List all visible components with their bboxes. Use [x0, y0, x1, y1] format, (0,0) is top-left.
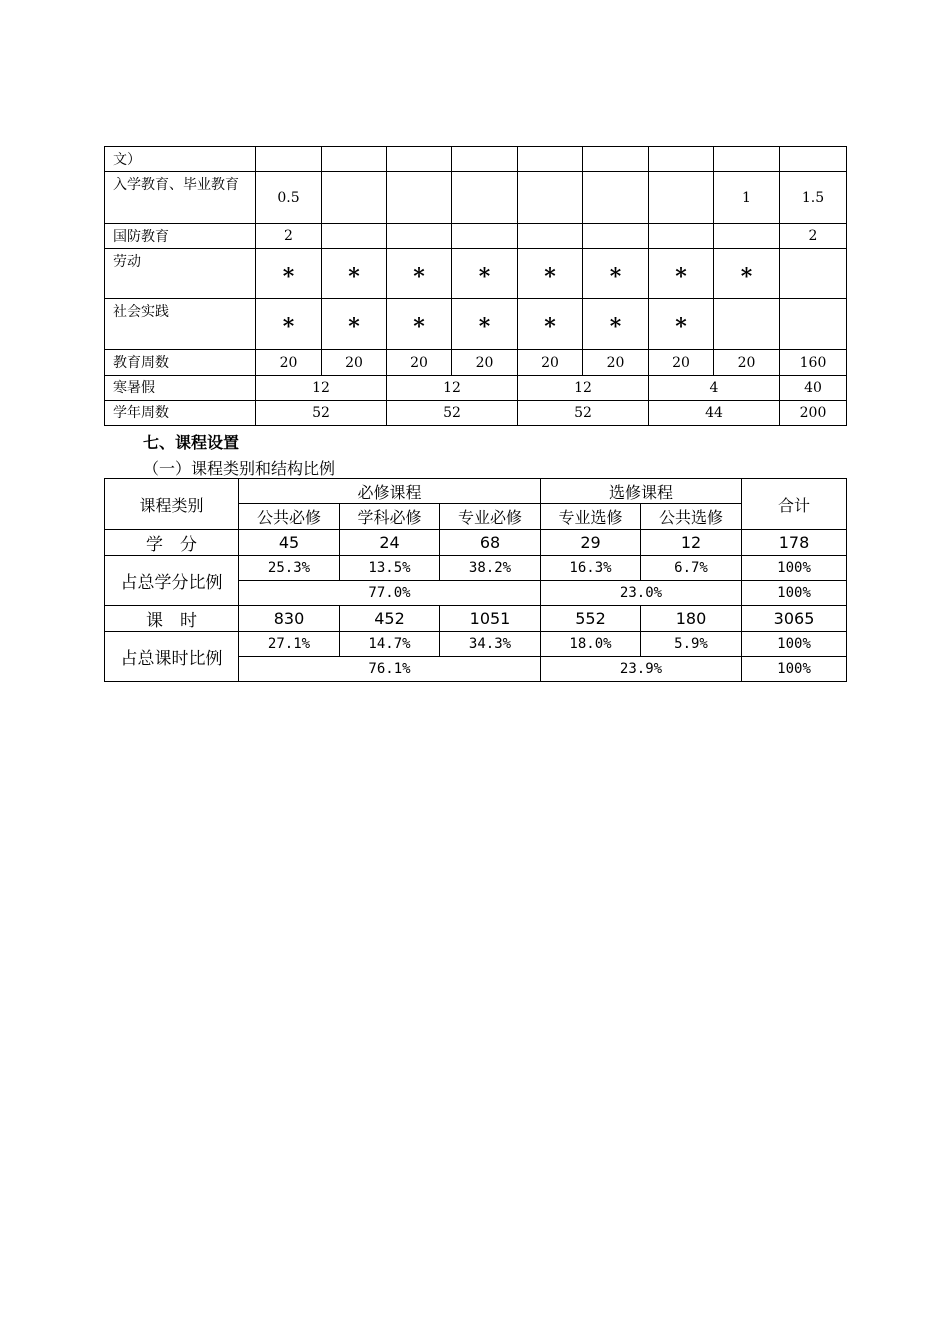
schedule-row-year-weeks: [105, 401, 847, 426]
row-label: 教育周数: [105, 350, 256, 376]
row-label: 劳动: [105, 249, 256, 299]
row-label: 寒暑假: [105, 376, 256, 401]
schedule-row-defense: [105, 224, 847, 249]
hours-row: [105, 606, 847, 632]
star-mark: *: [583, 299, 649, 350]
value-cell: [452, 147, 518, 172]
value-cell: 2: [256, 224, 322, 249]
schedule-table: [104, 146, 847, 426]
value-cell: 1051: [440, 606, 541, 632]
subheader-cell: 公共选修: [641, 504, 742, 530]
star-mark: *: [256, 299, 322, 350]
value-cell: 452: [340, 606, 440, 632]
value-cell: [714, 147, 780, 172]
star-mark: *: [452, 299, 518, 350]
value-cell: [583, 147, 649, 172]
schedule-row-continued: [105, 147, 847, 172]
value-cell: 44: [649, 401, 780, 426]
value-cell: 200: [780, 401, 847, 426]
value-cell: 1: [714, 172, 780, 224]
group-cell: 77.0%: [239, 581, 541, 606]
value-cell: [780, 299, 847, 350]
value-cell: 40: [780, 376, 847, 401]
value-cell: [387, 224, 452, 249]
header-total: 合计: [742, 479, 847, 530]
value-cell: [518, 172, 583, 224]
value-cell: 52: [387, 401, 518, 426]
value-cell: 38.2%: [440, 556, 541, 581]
value-cell: 2: [780, 224, 847, 249]
value-cell: [387, 172, 452, 224]
value-cell: 20: [649, 350, 714, 376]
value-cell: 0.5: [256, 172, 322, 224]
star-mark: *: [518, 299, 583, 350]
value-cell: 18.0%: [541, 632, 641, 657]
row-label: 国防教育: [105, 224, 256, 249]
value-cell: 24: [340, 530, 440, 556]
header-category: 课程类别: [105, 479, 239, 530]
hour-ratio-row: [105, 632, 847, 657]
star-mark: *: [322, 249, 387, 299]
row-label: 学 分: [105, 530, 239, 556]
row-label: 课 时: [105, 606, 239, 632]
value-cell: [518, 224, 583, 249]
value-cell: 4: [649, 376, 780, 401]
row-label: 入学教育、毕业教育: [105, 172, 256, 224]
credit-ratio-row: [105, 556, 847, 581]
star-mark: *: [452, 249, 518, 299]
value-cell: 160: [780, 350, 847, 376]
value-cell: 12: [256, 376, 387, 401]
value-cell: 100%: [742, 556, 847, 581]
schedule-row-vacation: [105, 376, 847, 401]
value-cell: [780, 249, 847, 299]
group-cell: 100%: [742, 581, 847, 606]
value-cell: [583, 224, 649, 249]
value-cell: 12: [518, 376, 649, 401]
value-cell: [714, 299, 780, 350]
schedule-row-labor: [105, 249, 847, 299]
value-cell: 20: [452, 350, 518, 376]
star-mark: *: [387, 249, 452, 299]
value-cell: 6.7%: [641, 556, 742, 581]
value-cell: 20: [714, 350, 780, 376]
star-mark: *: [256, 249, 322, 299]
subheader-cell: 专业必修: [440, 504, 541, 530]
value-cell: 5.9%: [641, 632, 742, 657]
value-cell: 12: [387, 376, 518, 401]
course-structure-table: [104, 478, 847, 682]
value-cell: 68: [440, 530, 541, 556]
subheader-cell: 公共必修: [239, 504, 340, 530]
value-cell: 20: [387, 350, 452, 376]
schedule-row-teaching-weeks: [105, 350, 847, 376]
schedule-row-orientation: [105, 172, 847, 224]
value-cell: [714, 224, 780, 249]
star-mark: *: [518, 249, 583, 299]
value-cell: 20: [322, 350, 387, 376]
value-cell: [518, 147, 583, 172]
schedule-row-practice: [105, 299, 847, 350]
value-cell: 52: [518, 401, 649, 426]
group-cell: 23.9%: [541, 657, 742, 682]
value-cell: [649, 147, 714, 172]
value-cell: 12: [641, 530, 742, 556]
group-cell: 76.1%: [239, 657, 541, 682]
subheader-cell: 学科必修: [340, 504, 440, 530]
value-cell: 52: [256, 401, 387, 426]
value-cell: [583, 172, 649, 224]
value-cell: 3065: [742, 606, 847, 632]
credits-row: [105, 530, 847, 556]
value-cell: 1.5: [780, 172, 847, 224]
row-label: 占总学分比例: [105, 556, 239, 606]
value-cell: [387, 147, 452, 172]
value-cell: 29: [541, 530, 641, 556]
value-cell: 20: [518, 350, 583, 376]
group-cell: 100%: [742, 657, 847, 682]
star-mark: *: [583, 249, 649, 299]
row-label: 社会实践: [105, 299, 256, 350]
header-row: [105, 479, 847, 504]
value-cell: 14.7%: [340, 632, 440, 657]
value-cell: 552: [541, 606, 641, 632]
group-cell: 23.0%: [541, 581, 742, 606]
value-cell: 16.3%: [541, 556, 641, 581]
value-cell: [452, 224, 518, 249]
star-mark: *: [387, 299, 452, 350]
value-cell: 180: [641, 606, 742, 632]
row-label: 文）: [105, 147, 256, 172]
value-cell: 20: [256, 350, 322, 376]
value-cell: [780, 147, 847, 172]
star-mark: *: [649, 249, 714, 299]
value-cell: [322, 224, 387, 249]
value-cell: [322, 172, 387, 224]
value-cell: 34.3%: [440, 632, 541, 657]
value-cell: 25.3%: [239, 556, 340, 581]
value-cell: [322, 147, 387, 172]
value-cell: [649, 224, 714, 249]
value-cell: 13.5%: [340, 556, 440, 581]
header-elective: 选修课程: [541, 479, 742, 504]
value-cell: [649, 172, 714, 224]
star-mark: *: [649, 299, 714, 350]
value-cell: 27.1%: [239, 632, 340, 657]
subheader-cell: 专业选修: [541, 504, 641, 530]
header-required: 必修课程: [239, 479, 541, 504]
star-mark: *: [714, 249, 780, 299]
value-cell: [452, 172, 518, 224]
value-cell: 830: [239, 606, 340, 632]
value-cell: 45: [239, 530, 340, 556]
value-cell: 178: [742, 530, 847, 556]
row-label: 学年周数: [105, 401, 256, 426]
star-mark: *: [322, 299, 387, 350]
value-cell: 20: [583, 350, 649, 376]
section-title: 七、课程设置: [143, 433, 240, 452]
value-cell: 100%: [742, 632, 847, 657]
row-label: 占总课时比例: [105, 632, 239, 682]
value-cell: [256, 147, 322, 172]
subsection-title: （一）课程类别和结构比例: [143, 459, 336, 478]
